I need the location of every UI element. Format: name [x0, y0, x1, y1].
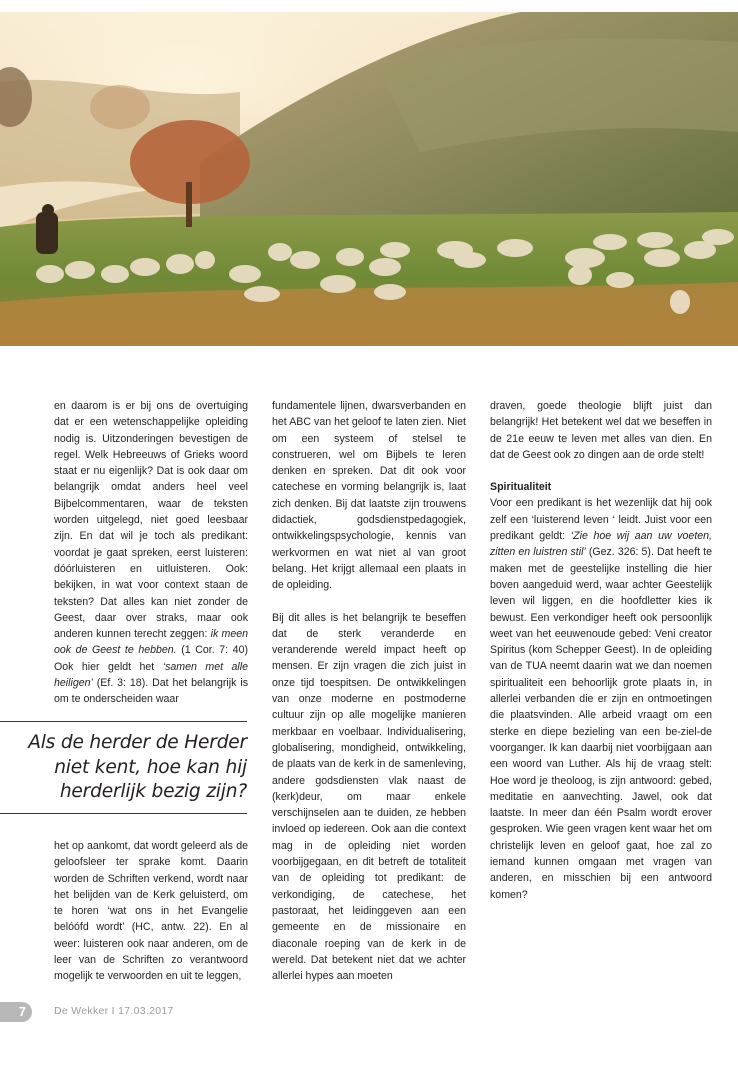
column-2 [272, 398, 466, 984]
column-3 [490, 398, 712, 903]
footer-publication: De Wekker I 17.03.2017 [54, 1005, 174, 1017]
emphasis-text: ‘Zie hoe wij aan uw voeten, zitten en luistren stil’ [490, 530, 712, 559]
pull-quote [0, 721, 247, 814]
emphasis-text: ik meen ook de Geest te hebben. [54, 628, 248, 657]
paragraph: en daarom is er bij ons de overtuiging dat er een wetenschappelijke opleiding nodig is. Uitzonderingen bevestigen de regel. Welk Hebreeuws of Grieks woord staat er nu eigenlijk? Dat is ook daar om belangrijk omdat anders heel veel Bijbelcommentaren, waar de teksten worden uitgelegd, niet goed leesbaar zijn. En dat wil je toch als predikant: voordat je gaat spreken, eerst luisteren: dóórluisteren en uitluisteren. Ook: bekijken, in wat voor context staan de teksten? Dat alles kan niet zonder de Geest, daar over straks, maar ook anderen kunnen terecht zeggen: ik meen ook de Geest te hebben. (1 Cor. 7: 40) Ook hier geldt het ‘samen met alle heiligen’ (Ef. 3: 18). Dat het belangrijk is om te onderscheiden waar [54, 400, 248, 706]
hero-photo [0, 12, 738, 346]
page-number: 7 [0, 1002, 32, 1022]
paragraph: het op aankomt, dat wordt geleerd als de geloofsleer ter sprake komt. Daarin worden de Schriften verkend, wordt naar het belijden van de Kerk geluisterd, om te horen ‘wat ons in het Evangelie belóófd wordt’ (HC, antw. 22). En al weer: luisteren ook naar anderen, om de leer van de Schriften zo verantwoord mogelijk te verwoorden en uit te leggen, [54, 840, 248, 983]
paragraph: Bij dit alles is het belangrijk te beseffen dat de sterk veranderde en veranderende wereld impact heeft op mensen. Er zijn vragen die zich juist in onze tijd toespitsen. De ontwikkelingen van onze moderne en postmoderne cultuur zijn op alle mogelijke manieren merkbaar en voelbaar. Individualisering, globalisering, mondigheid, ontwikkeling, de plaats van de kerk in de samenleving, andere godsdiensten vlak naast de (kerk)deur, om maar enkele verschijnselen aan te duiden, ze hebben invloed op iedereen. Ook aan die context mag in de opleiding niet worden voorbijgegaan, en dit betreft de totaliteit van de opleiding tot predikant: de verkondiging, de catechese, het pastoraat, het leidinggeven aan een gemeente en de missionaire en diaconale roeping van de kerk in de wereld. Dat betekent niet dat we achter allerlei hypes aan moeten [272, 611, 466, 983]
paragraph: Voor een predikant is het wezenlijk dat hij ook zelf een ‘luisterend leven ‘ leidt. Juist voor een predikant geldt: ‘Zie hoe wij aan uw voeten, zitten en luistren stil’ (Gez. 326: 5). Dat heeft te maken met de geestelijke instelling die hier boven aangeduid werd, waar achter Geestelijk leven wil liggen, en die hoofdletter kies ik bewust. Een verkondiger heeft ook persoonlijk weet van het eeuwenoude gebed: Veni creator Spiritus (kom Schepper Geest). In de opleiding van de TUA neemt daarin wat we dan noemen spiritualiteit een behoorlijk grote plaats in, in allerlei verbanden die er zijn en ontmoetingen die plaatsvinden. Alle arbeid vraagt om een sterke en diepe bezieling van een be-ziel-de voorganger. Ik kan daarbij niet voorbijgaan aan een woord van Luther. Als hij de vraag stelt: Hoe word je theoloog, is zijn antwoord: gebed, meditatie en aanvechting. Jawel, ook dat laatste. In meer dan één Psalm wordt erover gesproken. Wie geen vragen kent waar het om christelijk leven en geloof gaat, hoe zal zo iemand kunnen omgaan met vragen van anderen, en misschien bij een antwoord komen? [490, 497, 712, 901]
section-heading: Spiritualiteit [490, 481, 552, 494]
paragraph: fundamentele lijnen, dwarsverbanden en het ABC van het geloof te laten zien. Niet om een systeem of stelsel te construeren, wel om Bijbels te leren denken en spreken. Dat dit ook voor catechese en vorming belangrijk is, laat zich denken. Bij dat laatste zijn trouwens didactiek, godsdienstpedagogiek, ontwikkelingspsychologie, kennis van werkvormen en wat niet al van groot belang. Het krijgt allemaal een plaats in de opleiding. [272, 400, 466, 592]
page-footer [0, 1002, 738, 1022]
sheep-landscape-illustration [0, 12, 738, 346]
pull-quote-text: Als de herder de Herder niet kent, hoe kan hij herderlijk bezig zijn? [28, 732, 247, 802]
paragraph: draven, goede theologie blijft juist dan belangrijk! Het betekent wel dat we beseffen in de 21e eeuw te leven met alles van dien. En dat de Geest ook zo dingen aan de orde stelt! [490, 400, 712, 461]
emphasis-text: ‘samen met alle heiligen’ [54, 660, 248, 690]
column-1-top [54, 398, 248, 708]
column-1-bottom [54, 838, 248, 985]
